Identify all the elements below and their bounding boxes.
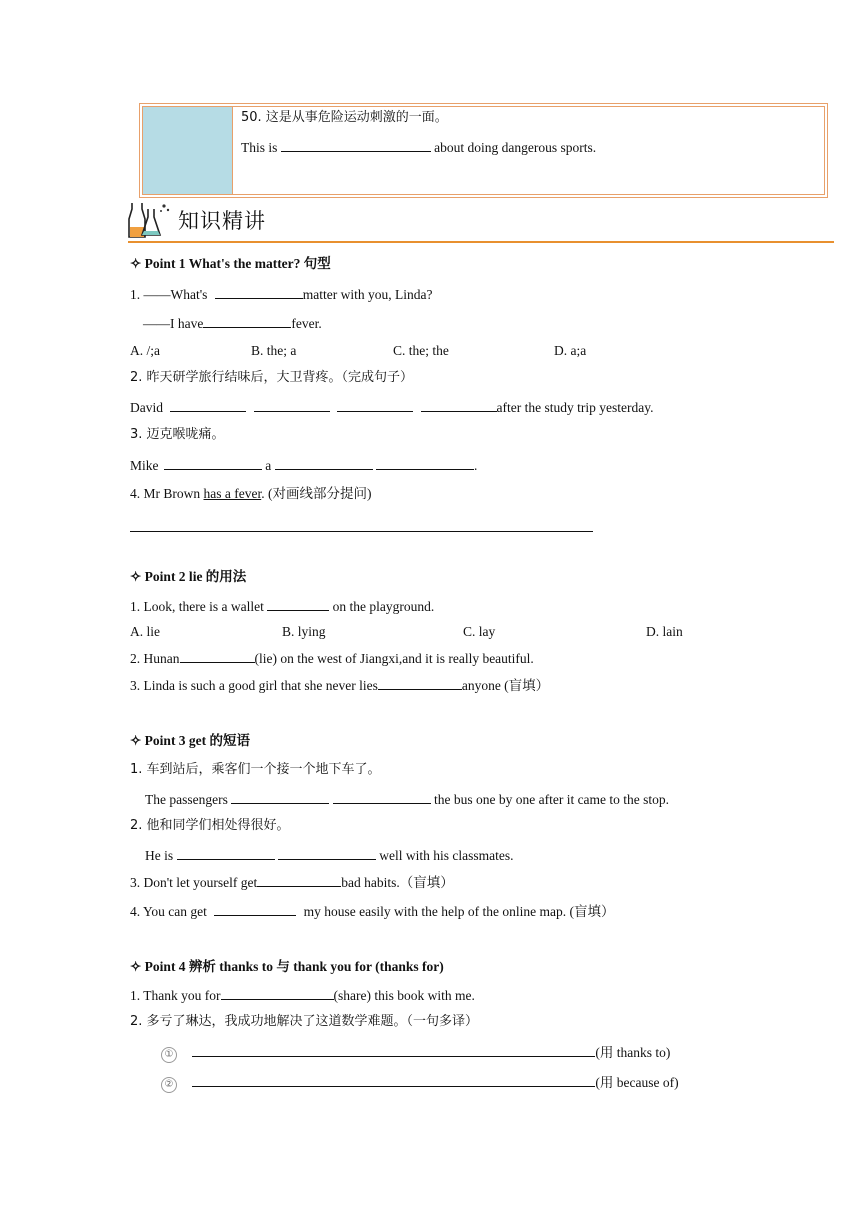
p1-question-3: 3. 迈克喉咙痛。	[130, 427, 225, 442]
p2-question-2	[130, 649, 534, 668]
p3-q4-post: my house easily with the help of the online map. (盲填）	[303, 904, 615, 919]
p2-q3-post: anyone (盲填）	[461, 678, 550, 693]
p1-q1a-pre: 1. ——What's	[130, 287, 208, 302]
p3-question-1: 1. 车到站后，乘客们一个接一个地下车了。	[130, 762, 381, 777]
point-4-heading: ✧ Point 4 辨析 thanks to 与 thank you for (thanks for)	[130, 959, 444, 974]
p1-option-b[interactable]: B. the; a	[251, 343, 297, 358]
p2-option-b[interactable]: B. lying	[282, 624, 326, 639]
p4-c1-hint: (用 thanks to)	[595, 1045, 671, 1060]
p4-question-1	[130, 986, 475, 1005]
p1-question-4	[130, 485, 371, 503]
q50-post: about doing dangerous sports.	[434, 140, 597, 155]
p4-q1-pre: 1. Thank you for	[130, 988, 221, 1003]
p3-q1-pre: The passengers	[145, 792, 228, 807]
circled-number-1: ①	[161, 1047, 177, 1063]
p1-question-1b	[143, 314, 322, 333]
p2-question-1	[130, 597, 434, 616]
p2-option-c[interactable]: C. lay	[463, 624, 496, 639]
section-title: 知识精讲	[178, 209, 266, 233]
answer-line[interactable]	[130, 518, 593, 532]
answer-blank[interactable]	[378, 676, 462, 690]
p3-question-4	[130, 902, 614, 921]
question-50-box	[139, 103, 828, 198]
answer-blank[interactable]	[180, 649, 255, 663]
p1-question-1a	[130, 285, 433, 304]
p2-option-a[interactable]: A. lie	[130, 624, 160, 639]
answer-blank[interactable]	[278, 846, 376, 860]
p4-answer-1	[161, 1043, 670, 1063]
answer-blank[interactable]	[177, 846, 275, 860]
p3-q2-pre: He is	[145, 848, 174, 863]
p3-question-1-english	[145, 790, 669, 809]
q50-pre: This is	[241, 140, 278, 155]
p1-option-d[interactable]: D. a;a	[554, 343, 587, 358]
p3-q3-post: bad habits.（盲填）	[341, 875, 454, 890]
answer-blank[interactable]	[203, 314, 291, 328]
p1-q3-pre: Mike	[130, 458, 159, 473]
p3-q4-pre: 4. You can get	[130, 904, 207, 919]
p1-option-a[interactable]: A. /;a	[130, 343, 160, 358]
p3-q2-post: well with his classmates.	[379, 848, 514, 863]
p2-q2-post: (lie) on the west of Jiangxi,and it is really beautiful.	[254, 651, 534, 666]
answer-blank[interactable]	[257, 873, 341, 887]
p1-q4-underlined: has a fever	[203, 486, 262, 501]
p1-q4-pre: 4. Mr Brown	[130, 486, 201, 501]
p2-q1-pre: 1. Look, there is a wallet	[130, 599, 264, 614]
p1-option-c[interactable]: C. the; the	[393, 343, 449, 358]
p1-q3-end: .	[474, 458, 478, 473]
point-3-heading: ✧ Point 3 get 的短语	[130, 733, 251, 748]
answer-blank[interactable]	[421, 398, 497, 412]
answer-blank[interactable]	[254, 398, 330, 412]
circled-number-2: ②	[161, 1077, 177, 1093]
p2-q3-pre: 3. Linda is such a good girl that she never lies	[130, 678, 378, 693]
answer-blank[interactable]	[337, 398, 413, 412]
section-divider	[128, 241, 834, 243]
p2-option-d[interactable]: D. lain	[646, 624, 683, 639]
answer-line[interactable]	[192, 1043, 595, 1057]
answer-line[interactable]	[192, 1073, 595, 1087]
answer-blank[interactable]	[333, 790, 431, 804]
point-2-heading: ✧ Point 2 lie 的用法	[130, 569, 247, 584]
answer-blank[interactable]	[215, 285, 303, 299]
answer-blank[interactable]	[376, 456, 474, 470]
answer-blank[interactable]	[214, 902, 296, 916]
answer-blank[interactable]	[231, 790, 329, 804]
p1-q2-pre: David	[130, 400, 163, 415]
p1-q4-post: . (对画线部分提问)	[261, 486, 372, 501]
p4-c2-hint: (用 because of)	[595, 1075, 679, 1090]
point-1-heading: ✧ Point 1 What's the matter? 句型	[130, 256, 331, 271]
p1-question-2-english	[130, 398, 653, 417]
p3-question-2-english	[145, 846, 513, 865]
question-50-english	[241, 138, 596, 157]
answer-blank[interactable]	[170, 398, 246, 412]
answer-blank[interactable]	[275, 456, 373, 470]
answer-blank[interactable]	[164, 456, 262, 470]
p4-question-2: 2. 多亏了琳达，我成功地解决了这道数学难题。（一句多译）	[130, 1014, 479, 1029]
answer-blank[interactable]	[221, 986, 334, 1000]
answer-blank[interactable]	[281, 138, 431, 152]
question-50-side-panel	[143, 107, 233, 194]
p3-q1-post: the bus one by one after it came to the stop.	[433, 792, 670, 807]
p3-q3-pre: 3. Don't let yourself get	[130, 875, 258, 890]
p1-q3-mid: a	[265, 458, 272, 473]
p4-q1-post: (share) this book with me.	[333, 988, 475, 1003]
p1-q1b-post: fever.	[291, 316, 322, 331]
p1-q1a-post: matter with you, Linda?	[302, 287, 433, 302]
p3-question-2: 2. 他和同学们相处得很好。	[130, 818, 290, 833]
question-50-chinese: 50. 这是从事危险运动刺激的一面。	[241, 110, 448, 125]
lab-flask-icon	[128, 201, 174, 241]
p2-q1-post: on the playground.	[332, 599, 435, 614]
p2-question-3	[130, 676, 549, 695]
p4-answer-2	[161, 1073, 679, 1093]
p1-question-3-english	[130, 456, 477, 475]
p1-q2-post: after the study trip yesterday.	[496, 400, 654, 415]
section-header	[128, 199, 834, 243]
answer-blank[interactable]	[267, 597, 329, 611]
p2-q2-pre: 2. Hunan	[130, 651, 180, 666]
p1-q1b-pre: ——I have	[143, 316, 204, 331]
p3-question-3	[130, 873, 454, 892]
p1-question-2: 2. 昨天研学旅行结味后，大卫背疼。（完成句子）	[130, 370, 414, 385]
